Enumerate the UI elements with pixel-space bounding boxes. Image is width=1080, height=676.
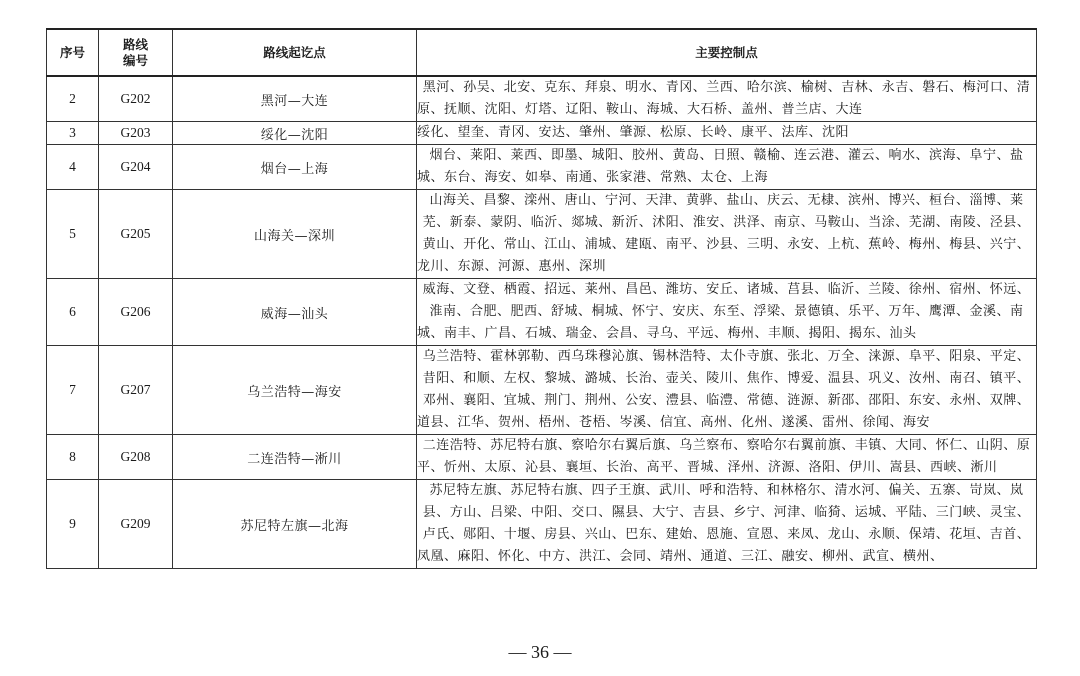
row-seq: 9 xyxy=(47,480,99,569)
table-row xyxy=(47,122,1037,145)
row-seq: 2 xyxy=(47,76,99,122)
table-row xyxy=(47,346,1037,435)
table-row xyxy=(47,480,1037,569)
table-row xyxy=(47,76,1037,122)
header-route-code xyxy=(99,29,173,76)
table-row xyxy=(47,435,1037,480)
row-route-code: G202 xyxy=(99,76,173,122)
row-route-endpoints: 绥化—沈阳 xyxy=(173,122,417,145)
row-route-endpoints: 二连浩特—淅川 xyxy=(173,435,417,480)
row-seq: 4 xyxy=(47,145,99,190)
row-route-code: G205 xyxy=(99,190,173,279)
row-route-endpoints: 山海关—深圳 xyxy=(173,190,417,279)
row-route-endpoints: 威海—汕头 xyxy=(173,279,417,346)
header-route-code-line2: 编号 xyxy=(122,52,148,68)
row-control-points: 苏尼特左旗、苏尼特右旗、四子王旗、武川、呼和浩特、和林格尔、清水河、偏关、五寨、岢岚、岚县、方山、吕梁、中阳、交口、隰县、大宁、吉县、乡宁、河津、临猗、运城、平陆、三门峡、灵宝、卢氏、郧阳、十堰、房县、兴山、巴东、建始、恩施、宣恩、来凤、龙山、永顺、保靖、花垣、吉首、凤凰、麻阳、怀化、中方、洪江、会同、靖州、通道、三江、融安、柳州、武宣、横州、 xyxy=(417,480,1037,569)
table-row xyxy=(47,190,1037,279)
row-route-endpoints: 苏尼特左旗—北海 xyxy=(173,480,417,569)
row-seq: 7 xyxy=(47,346,99,435)
header-seq: 序号 xyxy=(47,29,99,76)
row-control-points: 乌兰浩特、霍林郭勒、西乌珠穆沁旗、锡林浩特、太仆寺旗、张北、万全、涞源、阜平、阳泉、平定、昔阳、和顺、左权、黎城、潞城、长治、壶关、陵川、焦作、博爱、温县、巩义、汝州、南召、镇平、邓州、襄阳、宜城、荆门、荆州、公安、澧县、临澧、常德、涟源、新邵、邵阳、东安、永州、双牌、道县、江华、贺州、梧州、苍梧、岑溪、信宜、高州、化州、遂溪、雷州、徐闻、海安 xyxy=(417,346,1037,435)
row-seq: 3 xyxy=(47,122,99,145)
row-control-points: 绥化、望奎、青冈、安达、肇州、肇源、松原、长岭、康平、法库、沈阳 xyxy=(417,122,1037,145)
row-route-code: G209 xyxy=(99,480,173,569)
row-route-code: G203 xyxy=(99,122,173,145)
row-route-endpoints: 黑河—大连 xyxy=(173,76,417,122)
table-header-row xyxy=(47,29,1037,76)
row-control-points: 二连浩特、苏尼特右旗、察哈尔右翼后旗、乌兰察布、察哈尔右翼前旗、丰镇、大同、怀仁、山阴、原平、忻州、太原、沁县、襄垣、长治、高平、晋城、泽州、济源、洛阳、伊川、嵩县、西峡、淅川 xyxy=(417,435,1037,480)
header-control-points: 主要控制点 xyxy=(417,29,1037,76)
header-route-code-line1: 路线 xyxy=(122,36,148,52)
row-route-endpoints: 乌兰浩特—海安 xyxy=(173,346,417,435)
row-route-code: G206 xyxy=(99,279,173,346)
row-seq: 6 xyxy=(47,279,99,346)
row-control-points: 山海关、昌黎、滦州、唐山、宁河、天津、黄骅、盐山、庆云、无棣、滨州、博兴、桓台、淄博、莱芜、新泰、蒙阴、临沂、郯城、新沂、沭阳、淮安、洪泽、南京、马鞍山、当涂、芜湖、南陵、泾县、黄山、开化、常山、江山、浦城、建瓯、南平、沙县、三明、永安、上杭、蕉岭、梅州、梅县、兴宁、龙川、东源、河源、惠州、深圳 xyxy=(417,190,1037,279)
page-number: — 36 — xyxy=(508,642,572,662)
row-control-points: 烟台、莱阳、莱西、即墨、城阳、胶州、黄岛、日照、赣榆、连云港、灌云、响水、滨海、阜宁、盐城、东台、海安、如皋、南通、张家港、常熟、太仓、上海 xyxy=(417,145,1037,190)
table-row xyxy=(47,279,1037,346)
table-row xyxy=(47,145,1037,190)
national-highway-route-table xyxy=(46,28,1037,569)
row-route-code: G208 xyxy=(99,435,173,480)
row-seq: 8 xyxy=(47,435,99,480)
header-route-endpoints: 路线起讫点 xyxy=(173,29,417,76)
row-control-points: 威海、文登、栖霞、招远、莱州、昌邑、潍坊、安丘、诸城、莒县、临沂、兰陵、徐州、宿州、怀远、淮南、合肥、肥西、舒城、桐城、怀宁、安庆、东至、浮梁、景德镇、乐平、万年、鹰潭、金溪、南城、南丰、广昌、石城、瑞金、会昌、寻乌、平远、梅州、丰顺、揭阳、揭东、汕头 xyxy=(417,279,1037,346)
row-route-endpoints: 烟台—上海 xyxy=(173,145,417,190)
row-route-code: G207 xyxy=(99,346,173,435)
row-control-points: 黑河、孙吴、北安、克东、拜泉、明水、青冈、兰西、哈尔滨、榆树、吉林、永吉、磐石、梅河口、清原、抚顺、沈阳、灯塔、辽阳、鞍山、海城、大石桥、盖州、普兰店、大连 xyxy=(417,76,1037,122)
row-seq: 5 xyxy=(47,190,99,279)
row-route-code: G204 xyxy=(99,145,173,190)
